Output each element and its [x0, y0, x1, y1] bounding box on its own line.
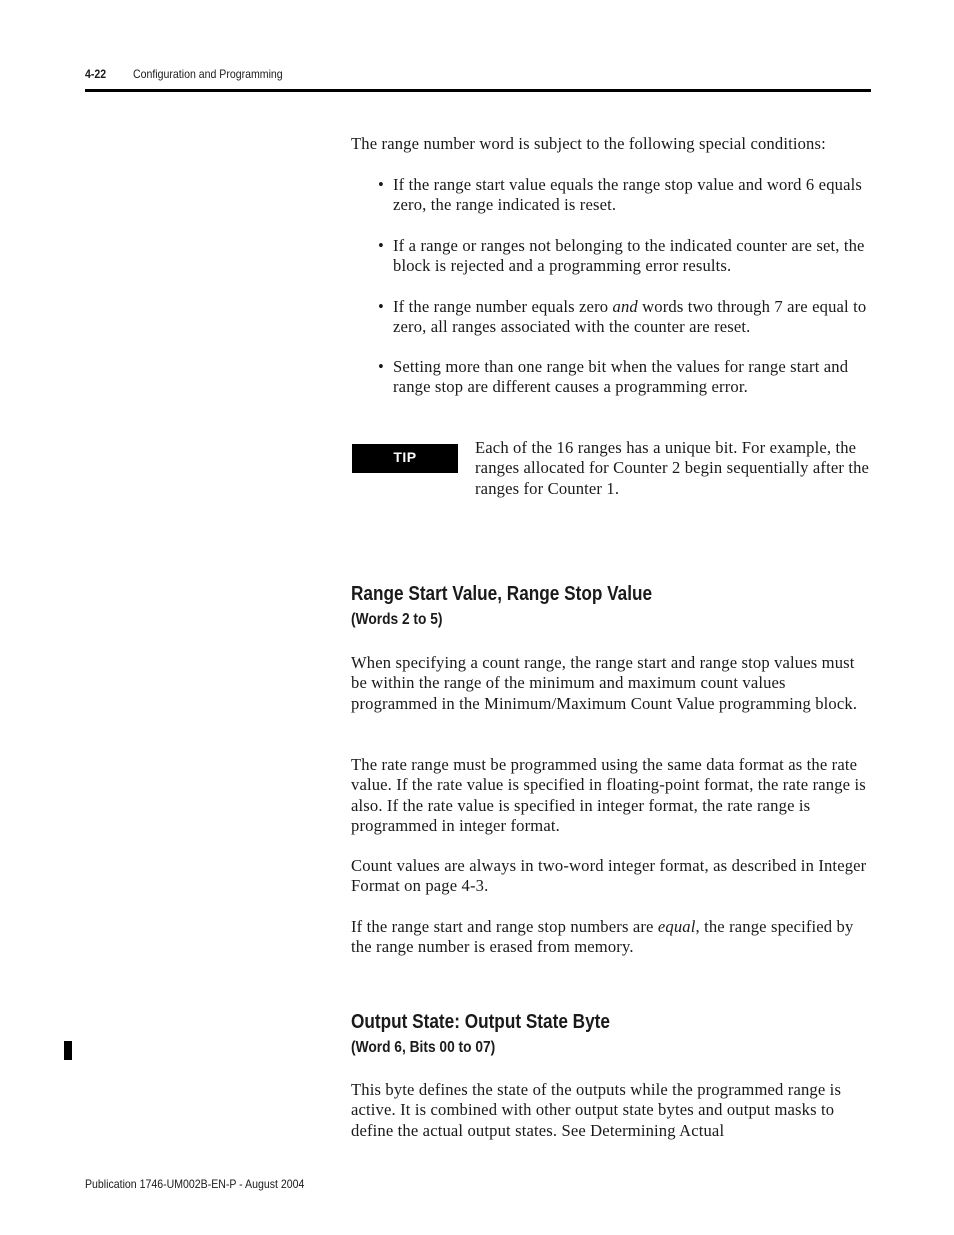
bullet-text-after: words two through 7 are equal to zero, all ranges associated with the counter are reset. [393, 297, 867, 337]
paragraph: When specifying a count range, the range start and range stop values must be within the range of the minimum and maximum count values programmed in the Minimum/Maximum Count Value programming block. [351, 653, 858, 713]
paragraph: Count values are always in two-word integer format, as described in Integer Format on page 4-3. [351, 856, 867, 896]
header-rule [85, 89, 871, 92]
section-heading: Output State: Output State Byte [351, 1011, 610, 1033]
paragraph-emphasis: equal [657, 917, 696, 936]
paragraph-text-before: If the range start and range stop numbers are [351, 917, 658, 936]
section-subheading: (Word 6, Bits 00 to 07) [351, 1039, 496, 1056]
section-subheading: (Words 2 to 5) [351, 611, 443, 628]
bullet-dot-icon: • [378, 175, 384, 194]
tip-label: TIP [352, 444, 458, 473]
bullet-text-before: If the range number equals zero [393, 297, 613, 316]
paragraph [351, 917, 871, 958]
chapter-title: Configuration and Programming [133, 67, 283, 81]
paragraph-text-after: , the range specified by the range number is erased from memory. [351, 917, 854, 957]
page-number: 4-22 [85, 67, 107, 81]
paragraph: The rate range must be programmed using the same data format as the rate value. If the rate value is specified in floating-point format, the rate range is also. If the rate value is specified in integer format, the rate range is programmed in integer format. [351, 755, 866, 835]
paragraph: This byte defines the state of the outputs while the programmed range is active. It is combined with other output state bytes and output masks to define the actual output states. See Determining Actual [351, 1080, 842, 1140]
bullet-item [378, 297, 878, 338]
intro-paragraph: The range number word is subject to the following special conditions: [351, 134, 826, 153]
revision-change-bar [64, 1041, 72, 1060]
bullet-dot-icon: • [378, 297, 384, 316]
bullet-text: If a range or ranges not belonging to the indicated counter are set, the block is rejected and a programming error results. [393, 236, 865, 276]
bullet-dot-icon: • [378, 357, 384, 376]
publication-footer: Publication 1746-UM002B-EN-P - August 2004 [85, 1177, 305, 1191]
bullet-text: Setting more than one range bit when the values for range start and range stop are different causes a programming error. [393, 357, 849, 397]
bullet-item [378, 357, 878, 398]
bullet-item [378, 236, 878, 277]
bullet-emphasis: and [612, 297, 638, 316]
section-heading: Range Start Value, Range Stop Value [351, 583, 653, 605]
bullet-item [378, 175, 878, 216]
bullet-dot-icon: • [378, 236, 384, 255]
bullet-text: If the range start value equals the range stop value and word 6 equals zero, the range indicated is reset. [393, 175, 862, 215]
tip-text: Each of the 16 ranges has a unique bit. For example, the ranges allocated for Counter 2 begin sequentially after the ranges for Counter 1. [475, 438, 870, 498]
